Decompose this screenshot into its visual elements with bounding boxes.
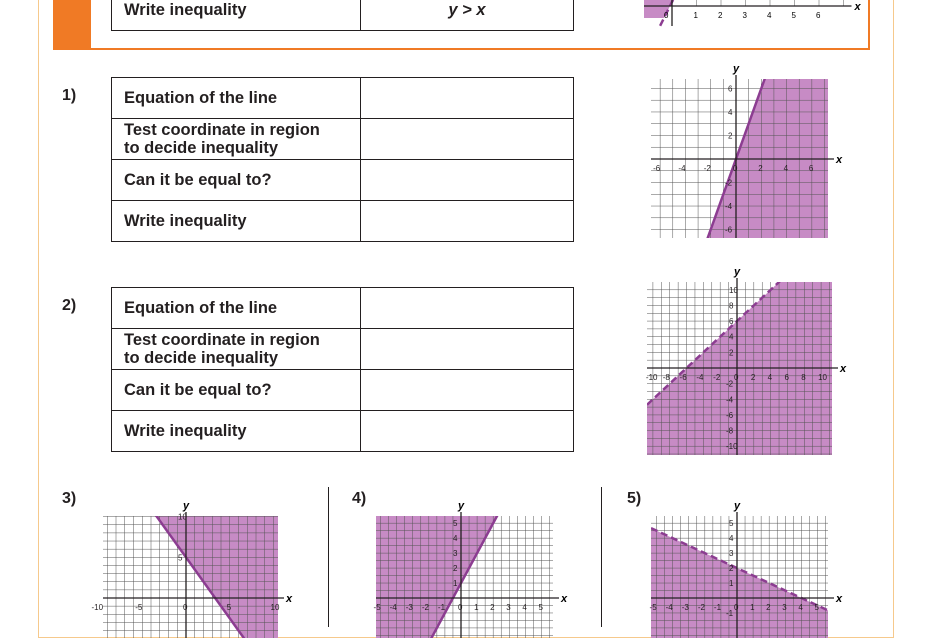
x-tick-label: 2 [718,11,723,20]
test-label-line1: Test coordinate in region [124,331,320,349]
inequality-answer-cell[interactable] [361,411,574,452]
y-tick-label: 10 [178,512,187,522]
x-tick-label: 5 [538,603,543,612]
x-tick-label: 3 [742,11,747,20]
question-number: 1) [62,87,77,104]
x-tick-label: -6 [653,164,661,173]
example-tab [53,0,91,50]
question-3-graph [91,496,300,626]
origin-label: 0 [664,11,669,20]
y-tick-label: -2 [725,178,733,188]
y-tick-label: 6 [729,317,734,327]
y-axis-label: y [733,63,740,75]
x-tick-label: -2 [713,373,721,382]
test-answer-cell[interactable] [361,119,574,160]
y-axis-label: y [183,500,190,512]
x-axis-label: x [836,154,843,166]
inequality-answer-cell[interactable] [361,201,574,242]
y-axis-label: y [734,266,741,278]
x-tick-label: 2 [758,164,763,173]
example-value[interactable]: y > x [361,0,574,31]
x-tick-label: 4 [767,11,772,20]
x-tick-label: -4 [665,603,673,612]
y-tick-label: 2 [453,564,458,574]
graph-plot-area [651,516,828,638]
test-coordinate-label [112,119,361,160]
x-tick-label: -4 [389,603,397,612]
equal-answer-cell[interactable] [361,370,574,411]
example-label: Write inequality [112,0,361,31]
equation-answer-cell[interactable] [361,288,574,329]
x-tick-label: -5 [373,603,381,612]
x-axis-label: x [854,1,861,13]
equation-answer-cell[interactable] [361,78,574,119]
y-tick-label: 5 [178,553,183,563]
y-tick-label: -4 [726,395,734,405]
x-tick-label: 1 [750,603,755,612]
y-axis-label: y [458,500,465,512]
x-tick-label: 3 [506,603,511,612]
x-tick-label: 4 [798,603,803,612]
question-4-graph [368,496,573,626]
x-tick-label: -5 [135,603,143,612]
y-tick-label: -2 [726,379,734,389]
x-tick-label: 0 [458,603,463,612]
y-tick-label: 1 [729,579,734,589]
y-tick-label: 8 [729,301,734,311]
x-tick-label: 5 [814,603,819,612]
x-axis-label: x [561,593,568,605]
write-inequality-label: Write inequality [112,411,361,452]
x-tick-label: 4 [522,603,527,612]
x-axis-label: x [836,593,843,605]
y-tick-label: 4 [729,332,734,342]
test-coordinate-label [112,329,361,370]
question-2-graph [640,265,850,460]
x-tick-label: 6 [816,11,821,20]
example-table [111,0,574,31]
y-tick-label: -1 [726,608,734,618]
x-tick-label: 5 [226,603,232,612]
question-number: 2) [62,297,77,314]
y-tick-label: 10 [729,285,738,295]
x-tick-label: 10 [818,373,827,382]
question-number: 4) [352,490,367,507]
test-label-line1: Test coordinate in region [124,121,320,139]
x-tick-label: -3 [405,603,413,612]
x-tick-label: 1 [693,11,698,20]
x-tick-label: 6 [784,373,789,382]
y-tick-label: -6 [726,410,734,420]
y-tick-label: 3 [453,549,458,559]
column-divider [601,487,602,627]
test-label-line2: to decide inequality [124,139,279,157]
x-tick-label: 8 [801,373,806,382]
x-tick-label: 6 [808,164,814,173]
x-axis-label: x [840,363,847,375]
x-tick-label: 2 [766,603,771,612]
x-tick-label: -1 [437,603,446,612]
x-tick-label: 4 [767,373,773,382]
x-tick-label: -10 [645,373,658,382]
question-5-graph [642,496,847,626]
question-number: 5) [627,490,642,507]
y-tick-label: -4 [725,202,733,212]
question-number: 3) [62,490,77,507]
y-tick-label: 4 [729,534,734,544]
y-tick-label: -8 [726,426,734,436]
test-answer-cell[interactable] [361,329,574,370]
x-tick-label: -1 [713,603,722,612]
y-tick-label: 4 [453,534,458,544]
x-tick-label: 1 [474,603,479,612]
x-tick-label: 2 [750,373,756,382]
y-tick-label: -6 [725,225,733,235]
test-label-line2: to decide inequality [124,349,279,367]
x-tick-label: 4 [783,164,789,173]
x-tick-label: 2 [490,603,495,612]
y-tick-label: 1 [453,579,458,589]
y-tick-label: 5 [453,519,458,529]
x-tick-label: 0 [183,603,188,612]
y-tick-label: 2 [729,564,734,574]
equation-label: Equation of the line [112,78,361,119]
y-tick-label: 6 [728,84,733,94]
question-1-graph [640,62,850,242]
x-tick-label: -6 [679,373,687,382]
equation-label: Equation of the line [112,288,361,329]
equal-label: Can it be equal to? [112,160,361,201]
example-graph [644,0,861,32]
write-inequality-label: Write inequality [112,201,361,242]
x-tick-label: 5 [791,11,796,20]
question-1-table [111,77,574,242]
y-tick-label: 5 [729,519,734,529]
x-tick-label: -2 [421,603,429,612]
equal-answer-cell[interactable] [361,160,574,201]
x-tick-label: 3 [782,603,787,612]
x-tick-label: -10 [91,603,104,612]
y-tick-label: 2 [728,131,733,141]
x-tick-label: 0 [733,164,738,173]
y-tick-label: 3 [729,549,734,559]
x-tick-label: -2 [703,164,711,173]
x-axis-label: x [286,593,293,605]
x-tick-label: 10 [270,603,280,612]
x-tick-label: -5 [649,603,657,612]
x-tick-label: 0 [734,603,739,612]
x-tick-label: 0 [734,373,739,382]
y-tick-label: -10 [726,442,738,452]
equal-label: Can it be equal to? [112,370,361,411]
x-tick-label: -4 [696,373,704,382]
y-tick-label: 4 [728,107,733,117]
x-tick-label: -2 [697,603,705,612]
x-tick-label: -8 [662,373,670,382]
y-axis-label: y [734,500,741,512]
column-divider [328,487,329,627]
y-tick-label: 2 [729,348,734,358]
x-tick-label: -3 [681,603,689,612]
x-tick-label: -4 [678,164,686,173]
question-2-table [111,287,574,452]
